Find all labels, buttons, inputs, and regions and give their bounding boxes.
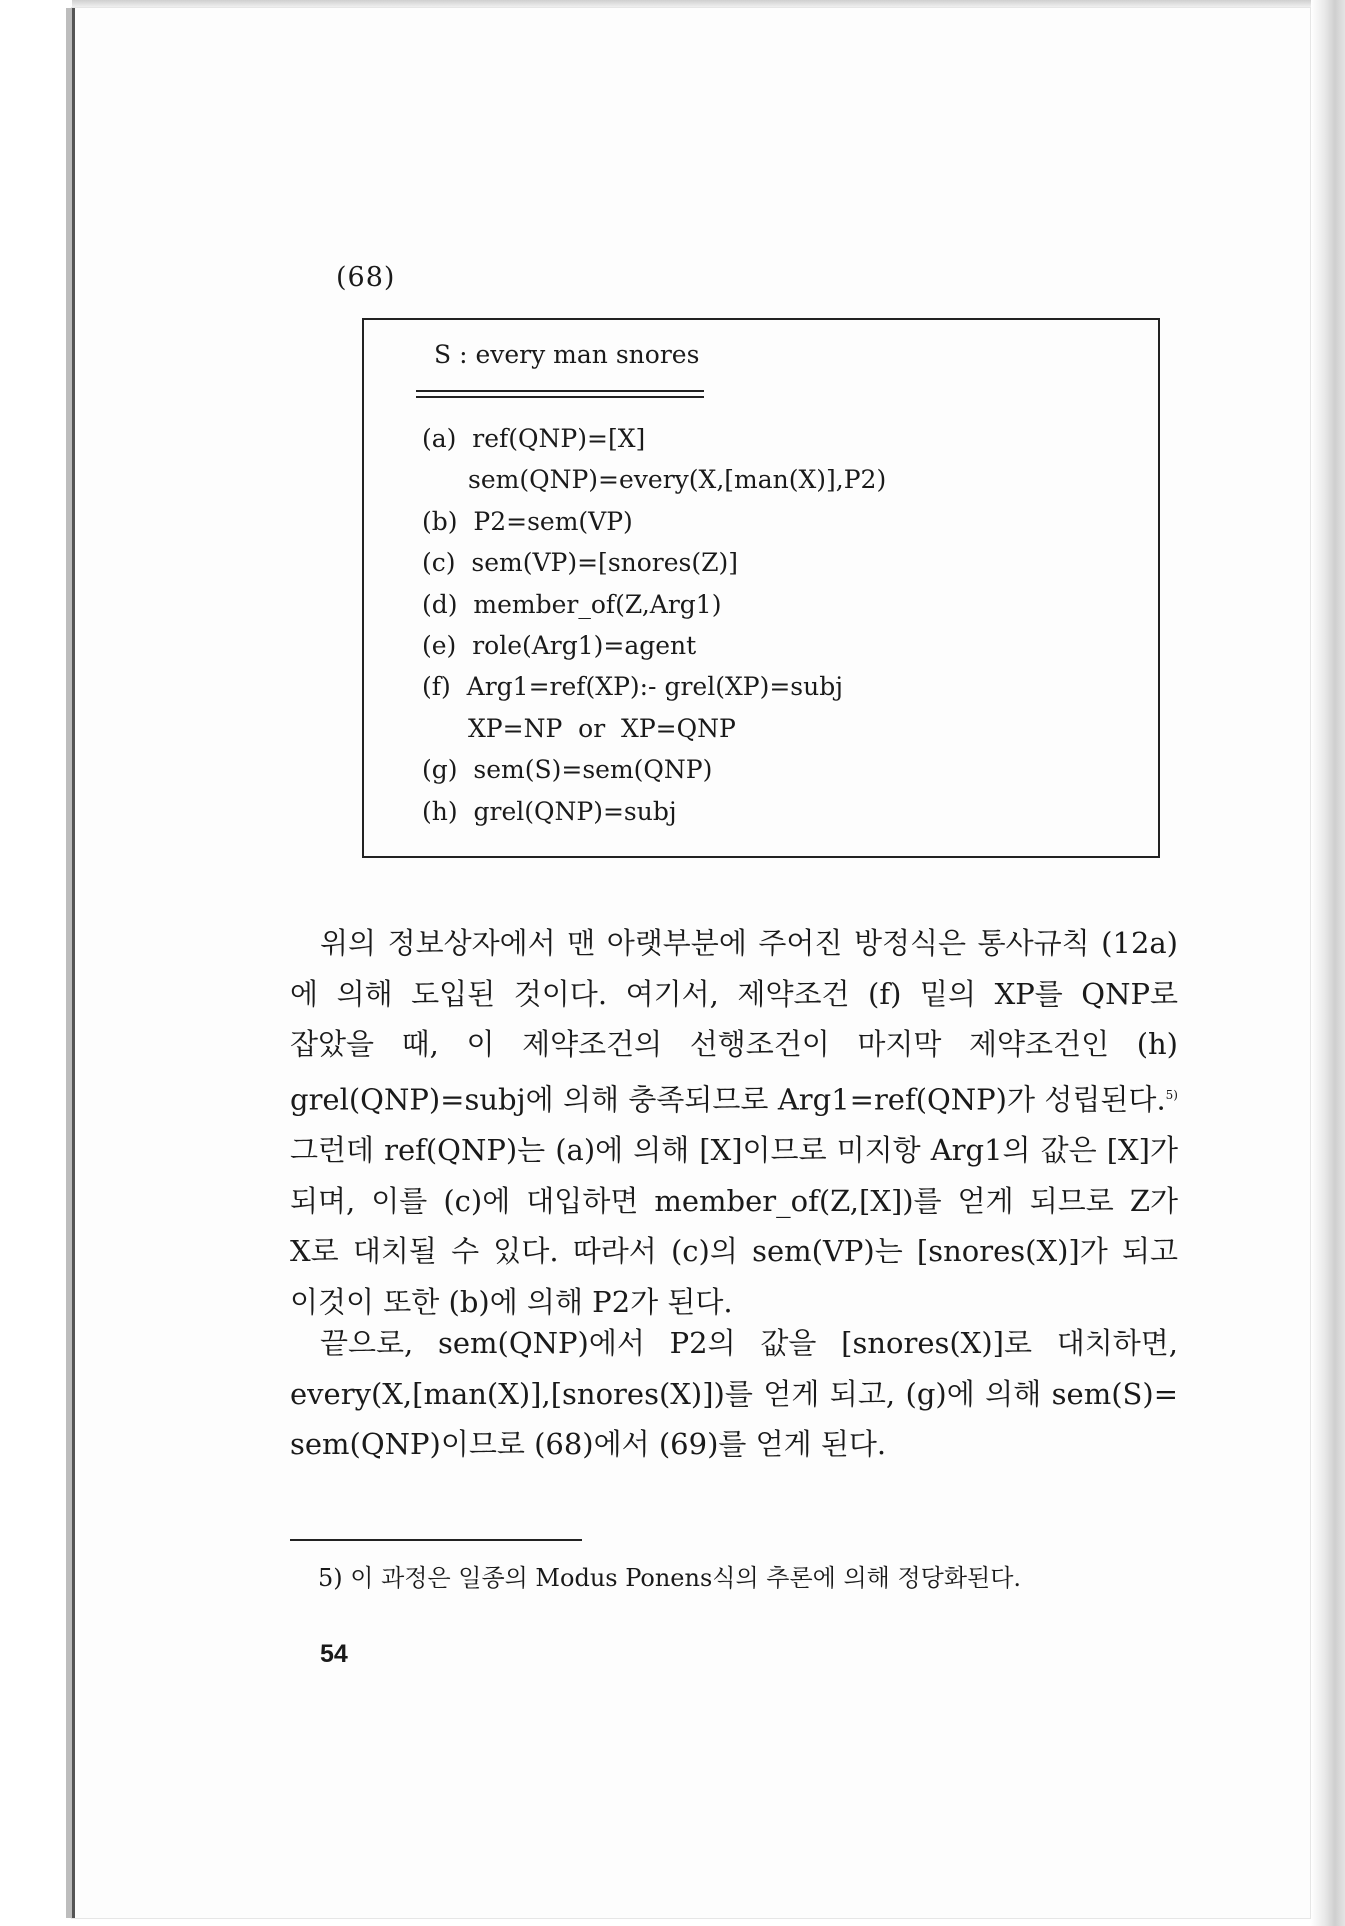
page-top-edge <box>72 0 1345 8</box>
body-paragraph-1 <box>290 918 1178 1327</box>
body-paragraph-2: 끝으로, sem(QNP)에서 P2의 값을 [snores(X)]로 대치하면, every(X,[man(X)],[snores(X)])를 얻게 되고, (g)에 의해 sem(S)= sem(QNP)이므로 (68)에서 (69)를 얻게 된다. <box>290 1326 1178 1462</box>
equation-line: (d) member_of(Z,Arg1) <box>422 589 722 619</box>
equation-line: (f) Arg1=ref(XP):- grel(XP)=subj <box>422 672 843 702</box>
page-right-edge <box>1311 0 1345 1926</box>
equation-line: sem(QNP)=every(X,[man(X)],P2) <box>468 465 887 495</box>
equation-line: (g) sem(S)=sem(QNP) <box>422 755 713 785</box>
double-rule <box>416 390 704 398</box>
equation-list <box>422 418 886 832</box>
equation-line: (c) sem(VP)=[snores(Z)] <box>422 548 739 578</box>
equation-line: (e) role(Arg1)=agent <box>422 630 697 660</box>
equation-line: (a) ref(QNP)=[X] <box>422 424 646 453</box>
example-number: (68) <box>336 262 396 293</box>
equation-line: (h) grel(QNP)=subj <box>422 796 677 826</box>
equation-line: XP=NP or XP=QNP <box>468 713 736 743</box>
footnote-marker: 5) <box>1165 1087 1178 1102</box>
footnote: 5) 이 과정은 일종의 Modus Ponens식의 추론에 의해 정당화된다. <box>318 1564 1022 1592</box>
paragraph-text: 위의 정보상자에서 맨 아랫부분에 주어진 방정식은 통사규칙 (12a)에 의해 도입된 것이다. 여기서, 제약조건 (f) 밑의 XP를 QNP로 잡았을 때, 이 제약조건의 선행조건이 마지막 제약조건인 (h) grel(QNP)=subj에 의해 충족되므로 Arg1=ref(QNP)가 성립된다. <box>290 926 1178 1117</box>
paragraph-text-continued: 그런데 ref(QNP)는 (a)에 의해 [X]이므로 미지항 Arg1의 값은 [X]가 되며, 이를 (c)에 대입하면 member_of(Z,[X])를 얻게 되므로 Z가 X로 대치될 수 있다. 따라서 (c)의 sem(VP)는 [snores(X)]가 되고 이것이 또한 (b)에 의해 P2가 된다. <box>290 1133 1178 1319</box>
page-number: 54 <box>320 1640 348 1668</box>
footnote-rule <box>290 1539 582 1541</box>
information-box <box>362 318 1160 858</box>
equation-line: (b) P2=sem(VP) <box>422 506 633 536</box>
box-title: S : every man snores <box>434 340 700 369</box>
